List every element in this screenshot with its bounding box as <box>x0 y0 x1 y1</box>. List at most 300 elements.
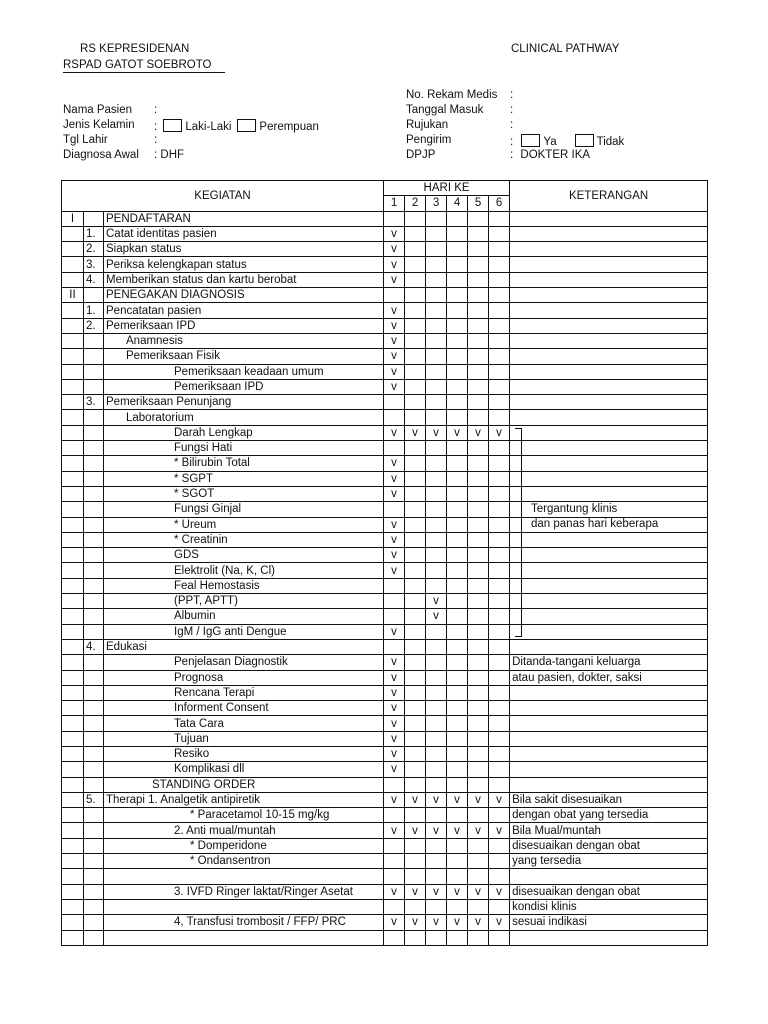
pengirim-checkbox[interactable] <box>521 134 540 147</box>
pengirim-option-label: Ya <box>543 136 557 148</box>
day-check-cell[interactable] <box>384 869 405 884</box>
day-check-cell[interactable] <box>489 685 510 700</box>
day-check-cell[interactable]: v <box>426 884 447 899</box>
day-check-cell[interactable] <box>426 318 447 333</box>
day-check-cell[interactable] <box>489 731 510 746</box>
day-check-cell[interactable] <box>468 517 489 532</box>
day-check-cell[interactable] <box>405 609 426 624</box>
day-check-cell[interactable] <box>384 410 405 425</box>
day-check-cell[interactable] <box>405 226 426 241</box>
day-check-cell[interactable] <box>426 548 447 563</box>
day-check-cell[interactable] <box>468 318 489 333</box>
day-check-cell[interactable] <box>447 762 468 777</box>
day-check-cell[interactable] <box>489 808 510 823</box>
day-check-cell[interactable] <box>405 899 426 914</box>
day-check-cell[interactable] <box>405 548 426 563</box>
day-check-cell[interactable] <box>405 685 426 700</box>
day-check-cell[interactable] <box>384 211 405 226</box>
day-check-cell[interactable] <box>447 716 468 731</box>
day-check-cell[interactable] <box>447 731 468 746</box>
day-check-cell[interactable] <box>447 211 468 226</box>
item-number <box>84 486 104 501</box>
day-check-cell[interactable]: v <box>468 915 489 930</box>
day-check-cell[interactable] <box>405 854 426 869</box>
day-check-cell[interactable] <box>468 716 489 731</box>
day-check-cell[interactable]: v <box>468 792 489 807</box>
day-check-cell[interactable] <box>405 410 426 425</box>
day-check-cell[interactable]: v <box>405 425 426 440</box>
day-check-cell[interactable] <box>426 670 447 685</box>
day-check-cell[interactable] <box>468 379 489 394</box>
day-check-cell[interactable]: v <box>384 272 405 287</box>
day-check-cell[interactable] <box>447 471 468 486</box>
day-check-cell[interactable] <box>384 502 405 517</box>
day-check-cell[interactable] <box>426 257 447 272</box>
day-check-cell[interactable] <box>405 272 426 287</box>
day-check-cell[interactable] <box>468 272 489 287</box>
day-check-cell[interactable] <box>426 624 447 639</box>
day-check-cell[interactable] <box>405 594 426 609</box>
day-check-cell[interactable] <box>384 838 405 853</box>
day-check-cell[interactable] <box>489 272 510 287</box>
day-check-cell[interactable] <box>468 471 489 486</box>
day-check-cell[interactable] <box>426 655 447 670</box>
day-check-cell[interactable] <box>447 379 468 394</box>
day-check-cell[interactable]: v <box>384 746 405 761</box>
day-check-cell[interactable] <box>447 746 468 761</box>
day-check-cell[interactable] <box>447 532 468 547</box>
day-check-cell[interactable] <box>447 333 468 348</box>
day-check-cell[interactable] <box>405 777 426 792</box>
day-check-cell[interactable] <box>447 395 468 410</box>
day-check-cell[interactable] <box>489 854 510 869</box>
day-check-cell[interactable] <box>426 731 447 746</box>
day-check-cell[interactable] <box>405 808 426 823</box>
day-check-cell[interactable]: v <box>384 517 405 532</box>
table-row <box>62 303 708 318</box>
day-check-cell[interactable] <box>426 685 447 700</box>
day-check-cell[interactable] <box>489 639 510 654</box>
day-check-cell[interactable] <box>405 333 426 348</box>
day-check-cell[interactable] <box>426 456 447 471</box>
day-check-cell[interactable] <box>426 486 447 501</box>
day-check-cell[interactable] <box>426 762 447 777</box>
day-check-cell[interactable] <box>426 517 447 532</box>
day-check-cell[interactable]: v <box>384 884 405 899</box>
day-check-cell[interactable] <box>468 609 489 624</box>
day-check-cell[interactable] <box>384 441 405 456</box>
day-check-cell[interactable] <box>447 930 468 945</box>
day-check-cell[interactable] <box>384 777 405 792</box>
day-check-cell[interactable] <box>468 410 489 425</box>
day-check-cell[interactable] <box>384 808 405 823</box>
day-check-cell[interactable]: v <box>489 915 510 930</box>
day-check-cell[interactable]: v <box>384 379 405 394</box>
day-check-cell[interactable]: v <box>405 823 426 838</box>
day-check-cell[interactable] <box>489 379 510 394</box>
day-check-cell[interactable] <box>405 257 426 272</box>
day-check-cell[interactable] <box>426 502 447 517</box>
day-check-cell[interactable] <box>468 578 489 593</box>
day-check-cell[interactable] <box>447 838 468 853</box>
day-check-cell[interactable] <box>405 716 426 731</box>
day-check-cell[interactable] <box>468 670 489 685</box>
day-check-cell[interactable] <box>468 762 489 777</box>
day-check-cell[interactable]: v <box>384 226 405 241</box>
day-check-cell[interactable] <box>468 854 489 869</box>
day-check-cell[interactable] <box>468 594 489 609</box>
day-check-cell[interactable] <box>468 777 489 792</box>
day-check-cell[interactable] <box>426 303 447 318</box>
day-check-cell[interactable] <box>447 563 468 578</box>
day-check-cell[interactable]: v <box>384 456 405 471</box>
day-check-cell[interactable] <box>447 609 468 624</box>
day-check-cell[interactable] <box>405 318 426 333</box>
day-check-cell[interactable]: v <box>405 884 426 899</box>
day-check-cell[interactable] <box>426 211 447 226</box>
day-check-cell[interactable]: v <box>468 823 489 838</box>
day-check-cell[interactable] <box>405 303 426 318</box>
day-check-cell[interactable] <box>405 242 426 257</box>
day-check-cell[interactable] <box>447 685 468 700</box>
day-check-cell[interactable] <box>384 899 405 914</box>
day-check-cell[interactable]: v <box>426 792 447 807</box>
day-check-cell[interactable]: v <box>384 716 405 731</box>
day-check-cell[interactable] <box>489 242 510 257</box>
day-check-cell[interactable] <box>447 349 468 364</box>
day-check-cell[interactable] <box>405 838 426 853</box>
day-check-cell[interactable] <box>426 532 447 547</box>
day-check-cell[interactable] <box>447 318 468 333</box>
day-check-cell[interactable] <box>426 379 447 394</box>
day-check-cell[interactable]: v <box>426 425 447 440</box>
day-check-cell[interactable] <box>447 456 468 471</box>
day-check-cell[interactable]: v <box>447 792 468 807</box>
section-number <box>62 425 84 440</box>
day-check-cell[interactable] <box>405 639 426 654</box>
day-check-cell[interactable] <box>489 410 510 425</box>
day-check-cell[interactable]: v <box>489 792 510 807</box>
day-check-cell[interactable] <box>489 441 510 456</box>
day-check-cell[interactable] <box>489 609 510 624</box>
day-check-cell[interactable] <box>447 594 468 609</box>
day-check-cell[interactable]: v <box>447 425 468 440</box>
day-check-cell[interactable] <box>426 395 447 410</box>
day-check-cell[interactable]: v <box>384 670 405 685</box>
day-check-cell[interactable] <box>426 930 447 945</box>
day-check-cell[interactable] <box>489 563 510 578</box>
day-check-cell[interactable] <box>489 532 510 547</box>
table-row <box>62 624 708 639</box>
day-check-cell[interactable]: v <box>384 915 405 930</box>
day-check-cell[interactable]: v <box>384 486 405 501</box>
day-check-cell[interactable]: v <box>384 425 405 440</box>
day-check-cell[interactable] <box>468 288 489 303</box>
day-check-cell[interactable] <box>405 471 426 486</box>
day-check-cell[interactable] <box>405 701 426 716</box>
day-check-cell[interactable] <box>405 624 426 639</box>
day-check-cell[interactable] <box>489 762 510 777</box>
day-check-cell[interactable] <box>447 639 468 654</box>
day-check-cell[interactable] <box>405 502 426 517</box>
day-check-cell[interactable] <box>468 486 489 501</box>
day-check-cell[interactable] <box>426 639 447 654</box>
day-check-cell[interactable] <box>489 471 510 486</box>
day-check-cell[interactable] <box>489 655 510 670</box>
day-check-cell[interactable] <box>489 303 510 318</box>
day-check-cell[interactable] <box>447 364 468 379</box>
day-check-cell[interactable] <box>468 731 489 746</box>
day-check-cell[interactable] <box>384 854 405 869</box>
day-check-cell[interactable] <box>405 655 426 670</box>
day-check-cell[interactable] <box>447 548 468 563</box>
day-check-cell[interactable]: v <box>384 257 405 272</box>
day-check-cell[interactable] <box>447 410 468 425</box>
day-check-cell[interactable] <box>426 838 447 853</box>
day-check-cell[interactable] <box>405 517 426 532</box>
day-check-cell[interactable] <box>426 441 447 456</box>
day-check-cell[interactable] <box>426 899 447 914</box>
day-check-cell[interactable] <box>447 441 468 456</box>
day-check-cell[interactable] <box>447 777 468 792</box>
day-check-cell[interactable] <box>426 364 447 379</box>
day-check-cell[interactable]: v <box>384 762 405 777</box>
day-check-cell[interactable]: v <box>384 624 405 639</box>
day-check-cell[interactable] <box>405 532 426 547</box>
day-check-cell[interactable]: v <box>405 915 426 930</box>
day-check-cell[interactable] <box>468 808 489 823</box>
day-check-cell[interactable] <box>405 395 426 410</box>
day-check-cell[interactable] <box>468 395 489 410</box>
day-check-cell[interactable] <box>468 502 489 517</box>
day-check-cell[interactable] <box>405 211 426 226</box>
day-header-cell: 5 <box>468 196 489 211</box>
day-check-cell[interactable] <box>405 930 426 945</box>
day-check-cell[interactable] <box>426 288 447 303</box>
pengirim-checkbox[interactable] <box>575 134 594 147</box>
day-check-cell[interactable] <box>489 349 510 364</box>
day-check-cell[interactable] <box>468 211 489 226</box>
day-check-cell[interactable] <box>468 899 489 914</box>
day-check-cell[interactable]: v <box>426 594 447 609</box>
day-check-cell[interactable] <box>426 777 447 792</box>
day-check-cell[interactable]: v <box>489 425 510 440</box>
day-check-cell[interactable] <box>447 899 468 914</box>
day-check-cell[interactable] <box>468 624 489 639</box>
gender-checkbox[interactable] <box>163 119 182 132</box>
day-check-cell[interactable] <box>405 379 426 394</box>
day-check-cell[interactable] <box>447 226 468 241</box>
day-check-cell[interactable] <box>426 578 447 593</box>
day-check-cell[interactable] <box>489 502 510 517</box>
day-check-cell[interactable] <box>405 869 426 884</box>
day-check-cell[interactable] <box>489 838 510 853</box>
day-check-cell[interactable] <box>468 242 489 257</box>
day-check-cell[interactable] <box>426 701 447 716</box>
day-check-cell[interactable] <box>384 594 405 609</box>
day-check-cell[interactable] <box>384 395 405 410</box>
day-check-cell[interactable]: v <box>489 823 510 838</box>
day-check-cell[interactable] <box>468 349 489 364</box>
day-check-cell[interactable] <box>468 441 489 456</box>
day-check-cell[interactable] <box>468 333 489 348</box>
day-check-cell[interactable] <box>468 746 489 761</box>
day-check-cell[interactable] <box>405 364 426 379</box>
gender-checkbox[interactable] <box>237 119 256 132</box>
day-check-cell[interactable] <box>405 731 426 746</box>
day-check-cell[interactable]: v <box>384 318 405 333</box>
day-check-cell[interactable] <box>426 349 447 364</box>
day-check-cell[interactable] <box>489 456 510 471</box>
day-check-cell[interactable]: v <box>384 242 405 257</box>
day-check-cell[interactable] <box>468 548 489 563</box>
day-check-cell[interactable] <box>489 486 510 501</box>
day-check-cell[interactable] <box>489 701 510 716</box>
day-check-cell[interactable] <box>447 701 468 716</box>
day-check-cell[interactable] <box>489 226 510 241</box>
day-check-cell[interactable] <box>447 578 468 593</box>
day-check-cell[interactable] <box>468 838 489 853</box>
day-check-cell[interactable] <box>489 395 510 410</box>
day-check-cell[interactable] <box>384 288 405 303</box>
day-check-cell[interactable] <box>489 930 510 945</box>
day-check-cell[interactable] <box>489 777 510 792</box>
day-check-cell[interactable] <box>489 333 510 348</box>
day-check-cell[interactable]: v <box>405 792 426 807</box>
day-check-cell[interactable] <box>447 808 468 823</box>
day-check-cell[interactable]: v <box>468 884 489 899</box>
day-check-cell[interactable] <box>489 716 510 731</box>
day-check-cell[interactable] <box>468 456 489 471</box>
day-check-cell[interactable]: v <box>426 823 447 838</box>
day-check-cell[interactable] <box>426 563 447 578</box>
day-check-cell[interactable] <box>405 349 426 364</box>
day-check-cell[interactable] <box>405 288 426 303</box>
day-check-cell[interactable] <box>489 594 510 609</box>
day-check-cell[interactable] <box>447 517 468 532</box>
day-check-cell[interactable] <box>489 869 510 884</box>
day-check-cell[interactable] <box>447 288 468 303</box>
day-check-cell[interactable]: v <box>384 303 405 318</box>
day-check-cell[interactable] <box>468 364 489 379</box>
day-check-cell[interactable]: v <box>384 364 405 379</box>
day-check-cell[interactable] <box>447 502 468 517</box>
day-check-cell[interactable] <box>384 639 405 654</box>
day-check-cell[interactable] <box>468 869 489 884</box>
day-check-cell[interactable]: v <box>384 731 405 746</box>
day-check-cell[interactable] <box>426 410 447 425</box>
day-check-cell[interactable] <box>405 670 426 685</box>
day-check-cell[interactable]: v <box>384 548 405 563</box>
day-check-cell[interactable] <box>468 532 489 547</box>
day-check-cell[interactable] <box>405 441 426 456</box>
day-check-cell[interactable] <box>384 609 405 624</box>
day-check-cell[interactable] <box>489 548 510 563</box>
day-check-cell[interactable]: v <box>384 349 405 364</box>
day-check-cell[interactable] <box>489 318 510 333</box>
pengirim-option-label: Tidak <box>596 136 625 148</box>
day-check-cell[interactable] <box>447 242 468 257</box>
day-check-cell[interactable] <box>447 303 468 318</box>
table-row <box>62 731 708 746</box>
day-check-cell[interactable]: v <box>489 884 510 899</box>
day-check-cell[interactable]: v <box>384 563 405 578</box>
day-check-cell[interactable]: v <box>426 915 447 930</box>
day-check-cell[interactable] <box>426 746 447 761</box>
day-check-cell[interactable] <box>489 746 510 761</box>
day-check-cell[interactable] <box>405 762 426 777</box>
day-check-cell[interactable]: v <box>384 685 405 700</box>
day-check-cell[interactable] <box>468 303 489 318</box>
day-check-cell[interactable] <box>447 272 468 287</box>
day-check-cell[interactable]: v <box>468 425 489 440</box>
day-check-cell[interactable] <box>426 471 447 486</box>
day-check-cell[interactable] <box>468 563 489 578</box>
day-check-cell[interactable] <box>489 257 510 272</box>
day-check-cell[interactable] <box>405 746 426 761</box>
day-check-cell[interactable] <box>468 257 489 272</box>
day-check-cell[interactable] <box>447 854 468 869</box>
day-check-cell[interactable] <box>426 808 447 823</box>
day-check-cell[interactable] <box>489 288 510 303</box>
day-check-cell[interactable] <box>489 364 510 379</box>
day-check-cell[interactable] <box>426 333 447 348</box>
day-check-cell[interactable] <box>426 869 447 884</box>
day-check-cell[interactable] <box>489 899 510 914</box>
day-check-cell[interactable] <box>447 624 468 639</box>
day-check-cell[interactable] <box>489 517 510 532</box>
day-check-cell[interactable]: v <box>447 915 468 930</box>
day-check-cell[interactable] <box>405 578 426 593</box>
day-check-cell[interactable] <box>426 854 447 869</box>
day-check-cell[interactable]: v <box>447 884 468 899</box>
day-check-cell[interactable]: v <box>384 471 405 486</box>
day-check-cell[interactable] <box>405 563 426 578</box>
day-check-cell[interactable] <box>468 685 489 700</box>
day-check-cell[interactable] <box>489 211 510 226</box>
day-check-cell[interactable] <box>489 624 510 639</box>
day-check-cell[interactable]: v <box>447 823 468 838</box>
day-check-cell[interactable] <box>447 655 468 670</box>
day-check-cell[interactable] <box>426 242 447 257</box>
day-check-cell[interactable] <box>405 486 426 501</box>
day-check-cell[interactable] <box>426 226 447 241</box>
day-check-cell[interactable] <box>426 272 447 287</box>
day-check-cell[interactable] <box>384 578 405 593</box>
day-check-cell[interactable] <box>447 486 468 501</box>
day-check-cell[interactable]: v <box>384 792 405 807</box>
day-check-cell[interactable] <box>468 701 489 716</box>
day-check-cell[interactable] <box>447 670 468 685</box>
day-check-cell[interactable]: v <box>384 333 405 348</box>
day-check-cell[interactable]: v <box>426 609 447 624</box>
day-check-cell[interactable] <box>384 930 405 945</box>
day-check-cell[interactable] <box>405 456 426 471</box>
day-check-cell[interactable] <box>489 578 510 593</box>
day-check-cell[interactable]: v <box>384 823 405 838</box>
day-check-cell[interactable] <box>489 670 510 685</box>
day-check-cell[interactable] <box>468 639 489 654</box>
day-check-cell[interactable]: v <box>384 532 405 547</box>
day-check-cell[interactable]: v <box>384 655 405 670</box>
day-check-cell[interactable] <box>468 655 489 670</box>
day-check-cell[interactable]: v <box>384 701 405 716</box>
day-check-cell[interactable] <box>468 226 489 241</box>
day-check-cell[interactable] <box>447 869 468 884</box>
day-check-cell[interactable] <box>426 716 447 731</box>
day-check-cell[interactable] <box>447 257 468 272</box>
day-check-cell[interactable] <box>468 930 489 945</box>
